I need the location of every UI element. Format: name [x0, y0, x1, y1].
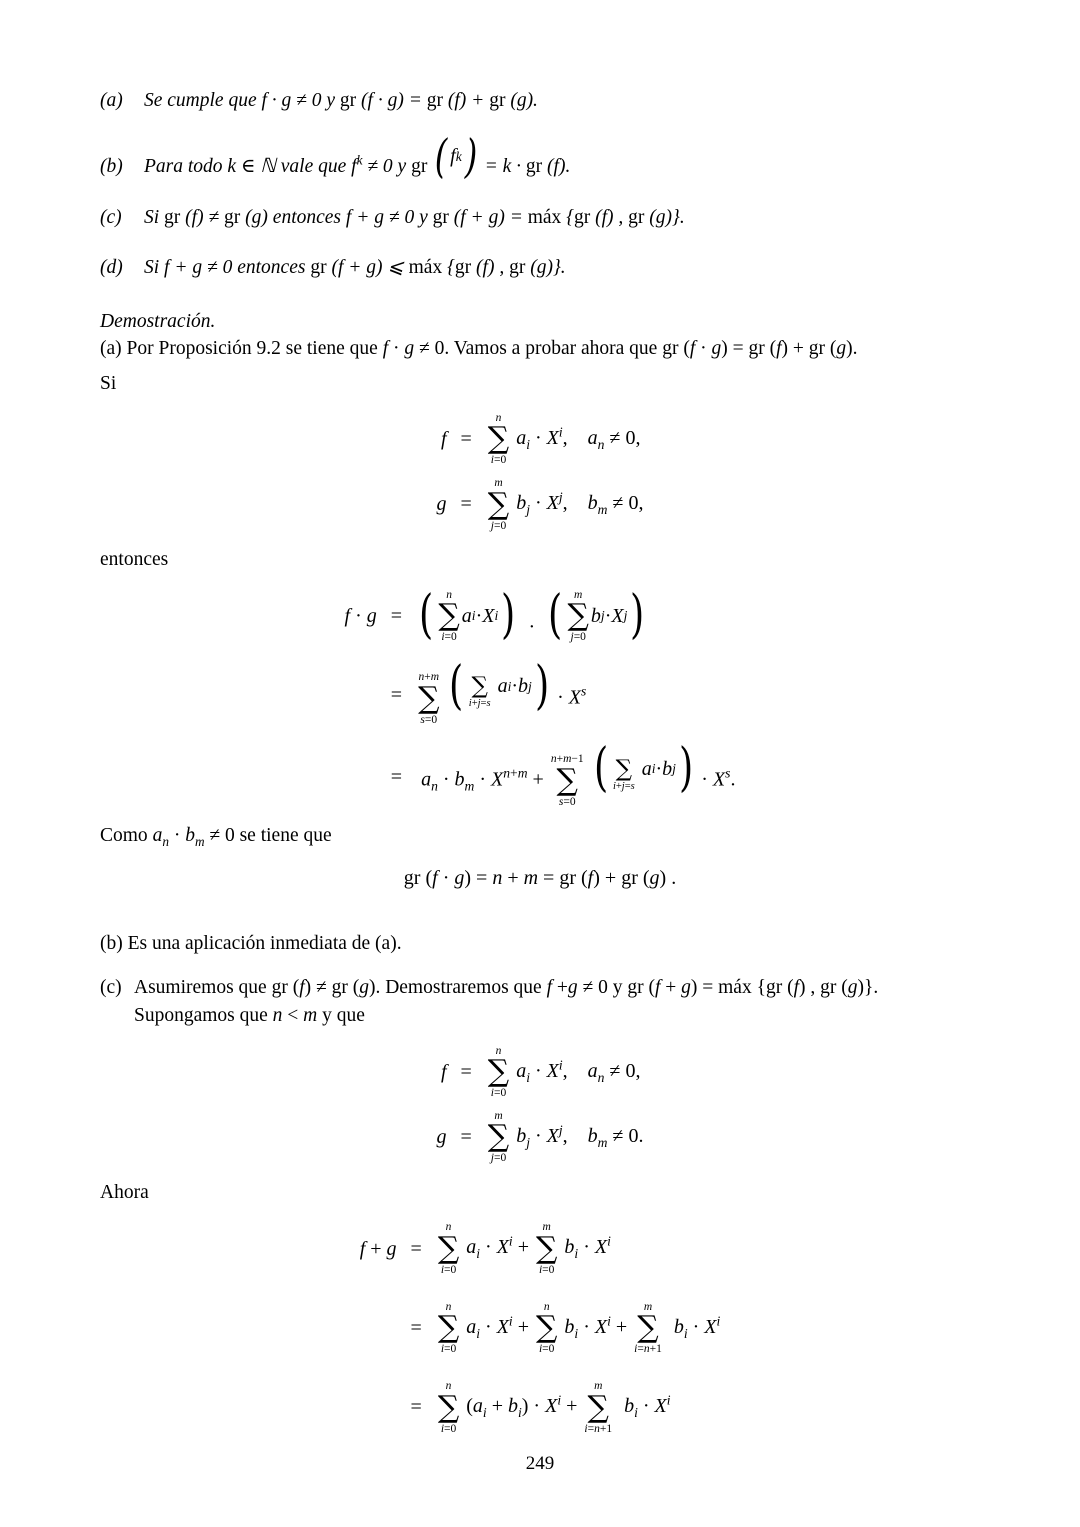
- page-content: [100, 88, 980, 1449]
- statement-list: [100, 88, 980, 281]
- equation-sum-expansion: f + g = n ∑ i=0 $a_i \cdot X^i$ + m ∑ i=0 $b_i \cdot X^i$ = n ∑ i=0 $a_i \cdot X^i$ + n ∑ i=0 $b_i \cdot X^i$ + m ∑ i=n+1 $b_i \cdot X^i$ = n ∑ i=0 $(a_i + b_i) \cdot X^i$ + m ∑ i=n+1 $b_i \cdot X^i$: [359, 1221, 721, 1435]
- item-text: Si gr (f) ≠ gr (g) entonces f + g ≠ 0 y gr (f + g) = máx {gr (f) , gr (g)}.: [144, 206, 685, 228]
- item-text: Si f + g ≠ 0 entonces gr (f + g) ⩽ máx {gr (f) , gr (g)}.: [144, 256, 566, 278]
- equation-gr-conclusion: gr (f · g) = n + m = gr (f) + gr (g) .: [403, 866, 677, 889]
- item-c-tag: (c): [100, 977, 122, 999]
- proof-a-line2: Si: [100, 372, 117, 394]
- item-tag: (c): [100, 206, 122, 228]
- ahora-text: Ahora: [100, 1182, 149, 1204]
- equation-fg-definition-2: f = n ∑ i=0 $a_i \cdot X^i$, $a_n \ne 0$, g = m ∑ j=0 $b_j \cdot X^j$, $b_m \ne 0$.: [436, 1044, 644, 1165]
- item-tag: (a): [100, 90, 123, 111]
- list-item: [100, 88, 980, 114]
- como-line: Como $a_n \cdot b_m \ne 0$ se tiene que: [100, 825, 332, 850]
- proof-a-line1: (a) Por Proposición 9.2 se tiene que f · g ≠ 0. Vamos a probar ahora que gr (f · g) = gr (f) + gr (g).: [100, 338, 858, 360]
- item-tag: (b): [100, 156, 123, 178]
- list-item: [100, 255, 980, 281]
- item-c-paragraph: [100, 974, 980, 1031]
- item-tag: (d): [100, 256, 123, 278]
- list-item: [100, 129, 980, 184]
- page-number: 249: [525, 1453, 555, 1474]
- entonces-text: entonces: [100, 549, 169, 571]
- equation-fg-definition: f = n ∑ i=0 $a_i \cdot X^i$, $a_n \ne 0$, g = m ∑ j=0 $b_j \cdot X^j$, $b_m \ne 0$,: [436, 411, 644, 532]
- item-c-line2: Supongamos que n < m y que: [134, 1005, 365, 1027]
- item-c-line1: Asumiremos que gr (f) ≠ gr (g). Demostraremos que f +g ≠ 0 y gr (f + g) = máx {gr (f) , gr (g)}.: [134, 977, 879, 999]
- item-text: Se cumple que f · g ≠ 0 y gr (f · g) = gr (f) + gr (g).: [144, 90, 538, 111]
- item-text: Para todo k ∈ ℕ vale que $f^k \ne 0$ y gr ( f k ) = k · gr (f).: [144, 129, 571, 184]
- equation-product-expansion: f · g = ( n ∑ i=0 a i · X i ) · ( m ∑ j=0 b j · X j ) = n+m ∑ s=0 ( ∑ i+j=s a i · b j ) · $X^s$ = $a_n \cdot b_m \cdot X^{n+m}$ + n+m−1 ∑ s=0 ( ∑ i+j=s a i · b j ) · $X^s$.: [344, 585, 736, 808]
- item-b-paragraph: (b) Es una aplicación inmediata de (a).: [100, 932, 402, 954]
- list-item: [100, 205, 980, 231]
- proof-heading: Demostración.: [100, 311, 216, 333]
